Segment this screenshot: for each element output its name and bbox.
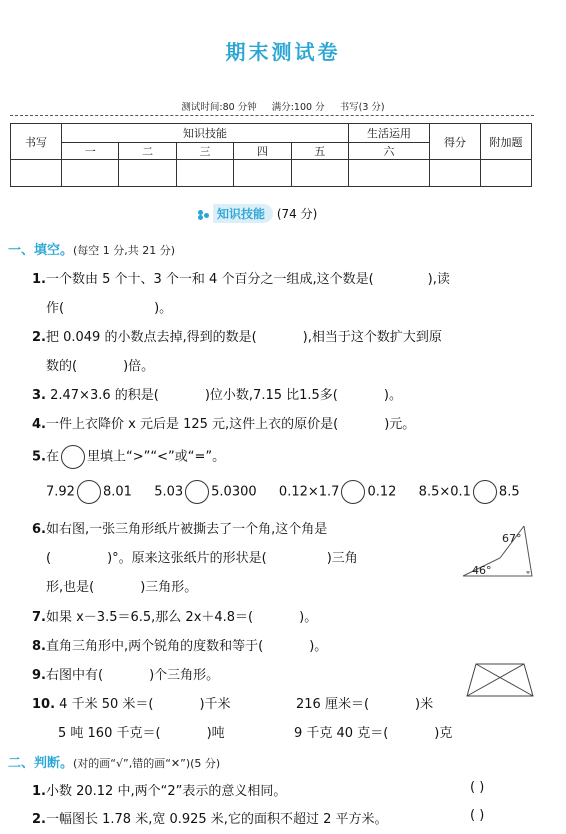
question-1: 1.一个数由 5 个十、3 个一和 4 个百分之一组成,这个数是( ),读 [32,272,450,287]
score-cell[interactable] [234,160,291,187]
score-sub-6: 六 [349,143,430,160]
section-points: (74 分) [276,207,318,221]
score-sub-4: 四 [234,143,291,160]
part2-heading: 二、判断。(对的画“√”,错的画“✕”)(5 分) [8,756,221,771]
score-cell[interactable] [119,160,176,187]
question-7: 7.如果 x－3.5＝6.5,那么 2x＋4.8＝( )。 [32,610,318,625]
compare-circle[interactable] [341,480,365,504]
exam-meta [0,99,566,113]
score-cell[interactable] [176,160,233,187]
question-4: 4.一件上衣降价 x 元后是 125 元,这件上衣的原价是( )元。 [32,417,416,432]
score-sub-1: 一 [62,143,119,160]
score-cell[interactable] [11,160,62,187]
section-label: 知识技能 [213,204,273,223]
score-cell[interactable] [291,160,348,187]
compare-circle[interactable] [473,480,497,504]
score-sub-5: 五 [291,143,348,160]
angle-label-46: 46° [472,564,492,577]
question-10-c: 5 吨 160 千克＝( )吨 [58,726,225,741]
question-10-b: 216 厘米＝( )米 [296,697,434,712]
score-col-life: 生活运用 [349,124,430,143]
dots-icon [198,210,211,220]
score-col-knowledge: 知识技能 [62,124,349,143]
score-table [10,123,532,187]
torn-triangle-figure [458,518,538,582]
full-score: 满分:100 分 [271,102,325,113]
question-2-line2: 数的( )倍。 [46,359,155,374]
compare-circle[interactable] [185,480,209,504]
section-header-knowledge [198,204,317,223]
question-6-line3: 形,也是( )三角形。 [46,580,198,595]
question-10: 10. 4 千米 50 米＝( )千米 [32,697,231,712]
score-cell[interactable] [481,160,532,187]
judge-2: 2.一幅图长 1.78 米,宽 0.925 米,它的面积不超过 2 平方米。 [32,812,388,827]
question-6-line2: ( )°。原来这张纸片的形状是( )三角 [46,551,358,566]
writing-score: 书写(3 分) [339,102,385,113]
judge-1: 1.小数 20.12 中,两个“2”表示的意义相同。 [32,784,287,799]
question-2: 2.把 0.049 的小数点去掉,得到的数是( ),相当于这个数扩大到原 [32,330,442,345]
score-col-writing: 书写 [11,124,62,160]
judge-1-answer[interactable]: ( ) [470,780,485,795]
page-title: 期末测试卷 [225,40,341,64]
question-8: 8.直角三角形中,两个锐角的度数和等于( )。 [32,639,328,654]
judge-2-answer[interactable]: ( ) [470,808,485,823]
question-5-items: 7.92 8.01 5.03 5.0300 0.12×1.7 0.12 8.5×0.1 8.5 [46,480,520,504]
question-3: 3. 2.47×3.6 的积是( )位小数,7.15 比1.5多( )。 [32,388,402,403]
compare-circle[interactable] [77,480,101,504]
score-sub-2: 二 [119,143,176,160]
compare-circle [61,445,85,469]
question-10-d: 9 千克 40 克＝( )克 [294,726,453,741]
part1-heading: 一、填空。(每空 1 分,共 21 分) [8,243,176,258]
score-cell[interactable] [62,160,119,187]
question-9: 9.右图中有( )个三角形。 [32,668,220,683]
question-5: 5.在 里填上“>”“<”或“=”。 [32,445,225,469]
score-col-score: 得分 [430,124,481,160]
score-cell[interactable] [349,160,430,187]
score-col-bonus: 附加题 [481,124,532,160]
angle-label-67: 67° [502,532,522,545]
question-6: 6.如右图,一张三角形纸片被撕去了一个角,这个角是 [32,522,328,537]
divider [10,115,534,116]
question-1-line2: 作( )。 [46,301,173,316]
score-sub-3: 三 [176,143,233,160]
triangle-count-figure [462,660,538,700]
exam-time: 测试时间:80 分钟 [181,102,257,113]
score-cell[interactable] [430,160,481,187]
